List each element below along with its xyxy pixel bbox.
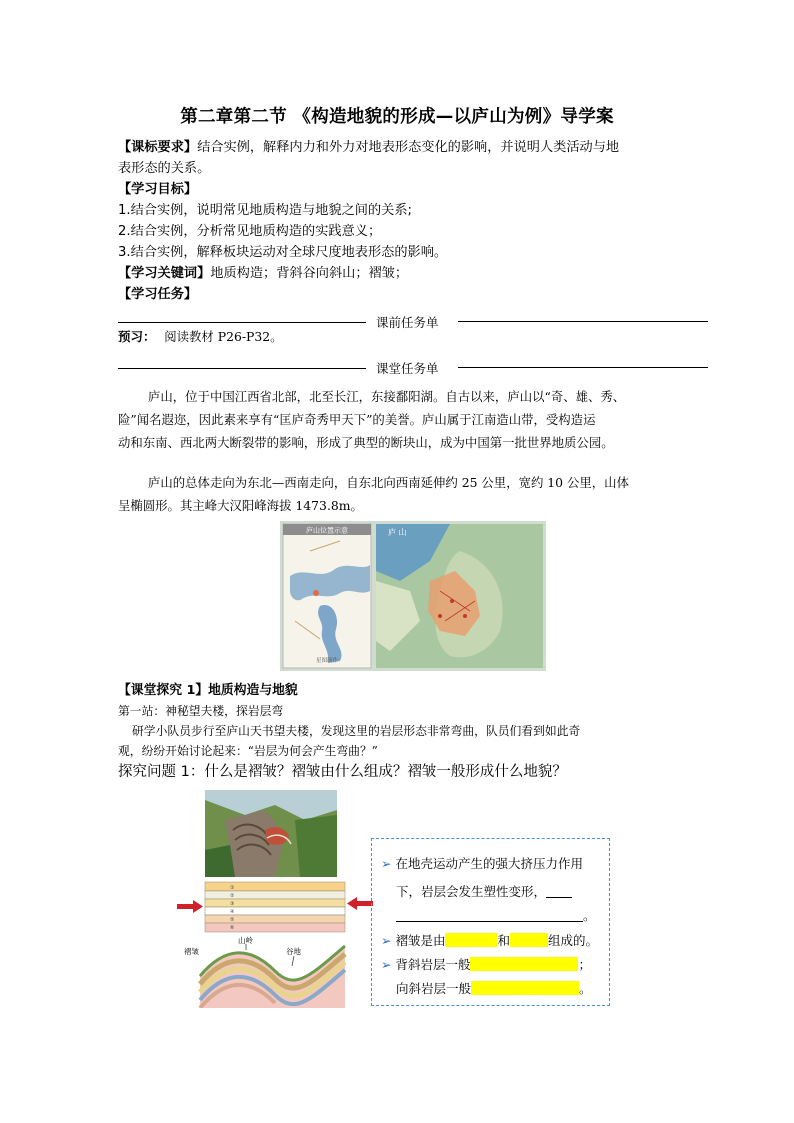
detail-map-title: 庐 山 — [388, 528, 407, 537]
para1-line-2: 险”闻名遐迩，因此素来享有“匡庐奇秀甲天下”的美誉。庐山属于江南造山带，受构造运 — [118, 412, 596, 427]
detail-map-panel — [376, 524, 543, 668]
explore1-label: 【课堂探究 1】地质构造与地貌 — [118, 683, 298, 698]
para1-line-1: 庐山，位于中国江西省北部，北至长江，东接鄱阳湖。自古以来，庐山以“奇、雄、秀、 — [148, 389, 626, 404]
curriculum-label: 【课标要求】 — [118, 140, 198, 155]
fold-cross-section-diagram — [180, 936, 360, 1008]
objective-2: 2.结合实例，分析常见地质构造的实践意义； — [118, 224, 382, 239]
pre-class-heading: 课前任务单 — [376, 315, 439, 330]
box-text-1: 在地壳运动产生的强大挤压力作用 — [395, 856, 583, 871]
location-map-panel — [283, 524, 371, 668]
para2-line-1: 庐山的总体走向为东北—西南走向，自东北向西南延伸约 25 公里，宽约 10 公里，山体 — [148, 475, 629, 490]
divider-left — [118, 322, 366, 323]
curriculum-text-1: 结合实例，解释内力和外力对地表形态变化的影响，并说明人类活动与地 — [197, 140, 620, 155]
bullet-arrow-icon: ➢ — [381, 957, 392, 972]
station-line: 第一站：神秘望夫楼，探岩层弯 — [118, 704, 284, 718]
box-line-3-end: 。 — [583, 908, 596, 923]
bullet-arrow-icon: ➢ — [381, 933, 392, 948]
layer-num-6: ⑥ — [230, 925, 235, 931]
box-line-syncline — [396, 979, 592, 997]
horizontal-strata-diagram — [175, 878, 375, 940]
explore1-desc-1: 研学小队员步行至庐山天书望夫楼，发现这里的岩层形态非常弯曲，队员们看到如此奇 — [132, 724, 581, 738]
location-map-title: 庐山位置示意 — [306, 526, 348, 535]
divider-right — [458, 321, 708, 322]
divider-right-2 — [458, 367, 708, 368]
box-b4-a: 向斜岩层一般 — [396, 981, 472, 996]
blank-anticline[interactable] — [470, 957, 578, 971]
layer-num-3: ③ — [230, 901, 235, 907]
curriculum-line-1 — [118, 137, 619, 158]
box-line-3 — [396, 906, 596, 924]
preview-text: 阅读教材 P26-P32。 — [164, 329, 283, 344]
box-bullet-3 — [381, 955, 591, 973]
para1-line-3: 动和东南、西北两大断裂带的影响，形成了典型的断块山，成为中国第一批世界地质公园。 — [118, 435, 614, 450]
box-b4-end: 。 — [579, 981, 592, 996]
box-text-2: 下，岩层会发生塑性变形， — [396, 884, 547, 899]
blank-deformation-2[interactable] — [396, 909, 583, 922]
blank-deformation-1[interactable] — [546, 885, 572, 898]
preview-label: 预习： — [118, 329, 156, 344]
box-line-2 — [396, 882, 572, 900]
box-b3-end: ； — [578, 957, 591, 972]
in-class-heading: 课堂任务单 — [376, 361, 439, 376]
layer-num-1: ① — [230, 885, 235, 891]
left-pressure-arrow — [177, 900, 203, 913]
bullet-arrow-icon: ➢ — [381, 856, 392, 871]
layer-num-4: ④ — [230, 909, 235, 915]
folded-rock-photo — [205, 790, 337, 877]
box-b2-c: 组成的。 — [548, 933, 599, 948]
para2-line-2: 呈椭圆形。其主峰大汉阳峰海拔 1473.8m。 — [118, 498, 363, 513]
explore1-desc-2: 观，纷纷开始讨论起来：“岩层为何会产生弯曲？” — [118, 744, 378, 758]
keywords-text: 地质构造；背斜谷向斜山；褶皱； — [210, 266, 409, 281]
objectives-label: 【学习目标】 — [118, 182, 198, 197]
blank-syncline[interactable] — [471, 981, 579, 995]
objective-1: 1.结合实例，说明常见地质构造与地貌之间的关系; — [118, 203, 412, 218]
objective-3: 3.结合实例，解释板块运动对全球尺度地表形态的影响。 — [118, 245, 448, 260]
layer-num-5: ⑤ — [230, 917, 235, 923]
box-bullet-1 — [381, 854, 583, 872]
keywords-label: 【学习关键词】 — [118, 266, 211, 281]
location-map-caption: 星图制作 — [315, 658, 339, 664]
box-b2-a: 褶皱是由 — [395, 933, 446, 948]
valley-label: 谷地 — [286, 947, 301, 956]
box-b2-b: 和 — [497, 933, 510, 948]
fold-label: 褶皱 — [184, 947, 199, 956]
box-bullet-2 — [381, 931, 598, 949]
blank-fold-part-2[interactable] — [510, 933, 548, 947]
blank-fold-part-1[interactable] — [445, 933, 497, 947]
right-pressure-arrow — [347, 897, 373, 910]
layer-num-2: ② — [230, 893, 235, 899]
curriculum-text-2: 表形态的关系。 — [118, 161, 211, 176]
ridge-label: 山岭 — [238, 936, 253, 945]
keywords-line — [118, 263, 408, 284]
box-b3-a: 背斜岩层一般 — [395, 957, 471, 972]
tasks-label: 【学习任务】 — [118, 287, 198, 302]
page-title: 第二章第二节 《构造地貌的形成—以庐山为例》导学案 — [180, 107, 614, 127]
preview-line — [118, 326, 283, 347]
question-1: 探究问题 1：什么是褶皱？褶皱由什么组成？褶皱一般形成什么地貌？ — [118, 764, 567, 780]
divider-left-2 — [118, 368, 366, 369]
lushan-map-image — [280, 521, 546, 671]
